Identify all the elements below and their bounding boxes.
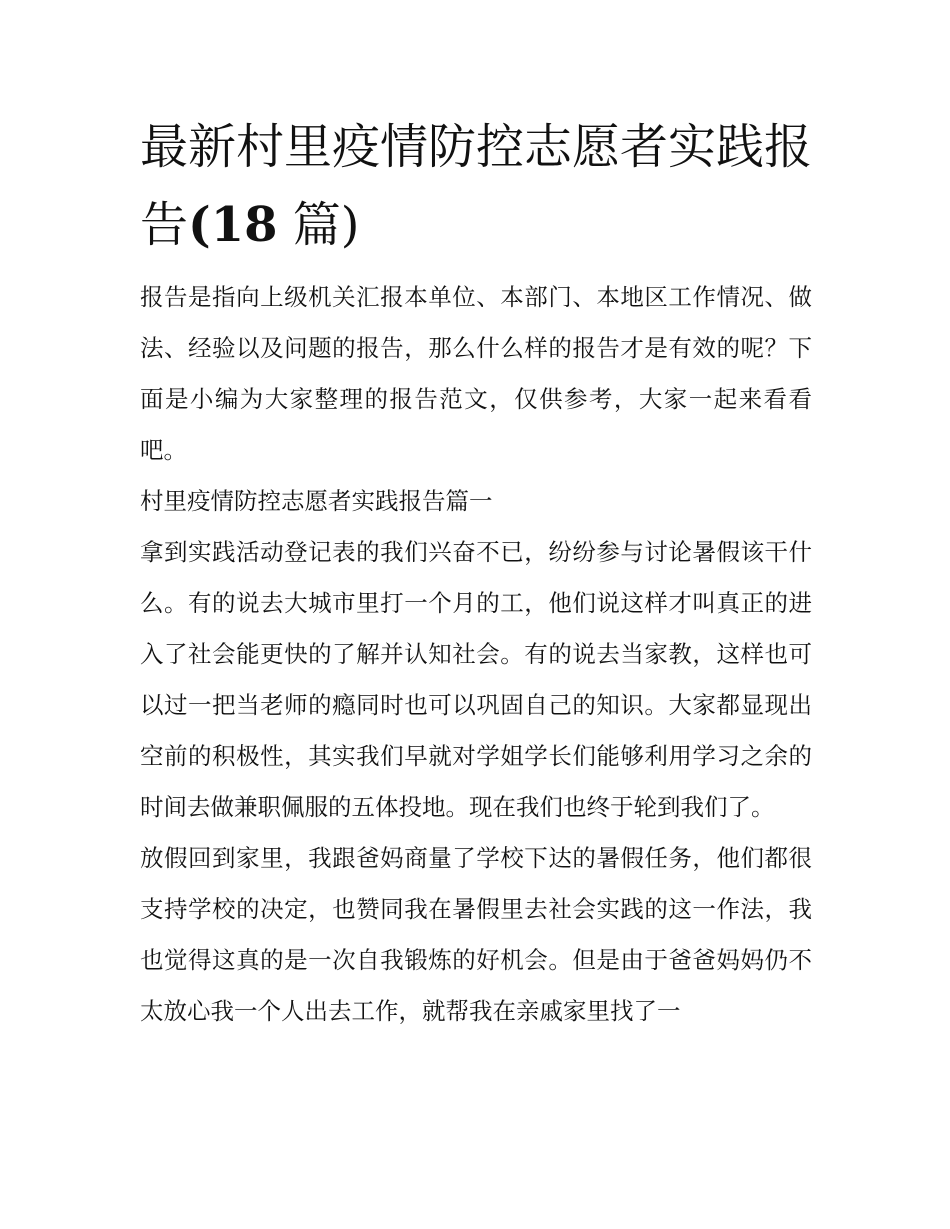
title-unit: 篇): [292, 197, 360, 253]
intro-paragraph: 报告是指向上级机关汇报本单位、本部门、本地区工作情况、做法、经验以及问题的报告，那么什么样的报告才是有效的呢？下面是小编为大家整理的报告范文，仅供参考，大家一起来看看吧。: [140, 283, 812, 464]
title-main: 最新村里疫情防控志愿者实践报告: [140, 119, 813, 253]
body-paragraph-1: 拿到实践活动登记表的我们兴奋不已，纷纷参与讨论暑假该干什么。有的说去大城市里打一个月的工，他们说这样才叫真正的进入了社会能更快的了解并认知社会。有的说去当家教，这样也可以过一把当老师的瘾同时也可以巩固自己的知识。大家都显现出空前的积极性，其实我们早就对学姐学长们能够利用学习之余的时间去做兼职佩服的五体投地。现在我们也终于轮到我们了。: [140, 538, 812, 821]
document-title: [140, 108, 812, 264]
body-paragraph-2: 放假回到家里，我跟爸妈商量了学校下达的暑假任务，他们都很支持学校的决定，也赞同我在暑假里去社会实践的这一作法，我也觉得这真的是一次自我锻炼的好机会。但是由于爸爸妈妈仍不太放心我一个人出去工作，就帮我在亲戚家里找了一: [140, 844, 812, 1025]
section-heading: 村里疫情防控志愿者实践报告篇一: [140, 487, 493, 515]
title-count: (18: [188, 197, 278, 253]
document-content: [140, 108, 812, 1037]
